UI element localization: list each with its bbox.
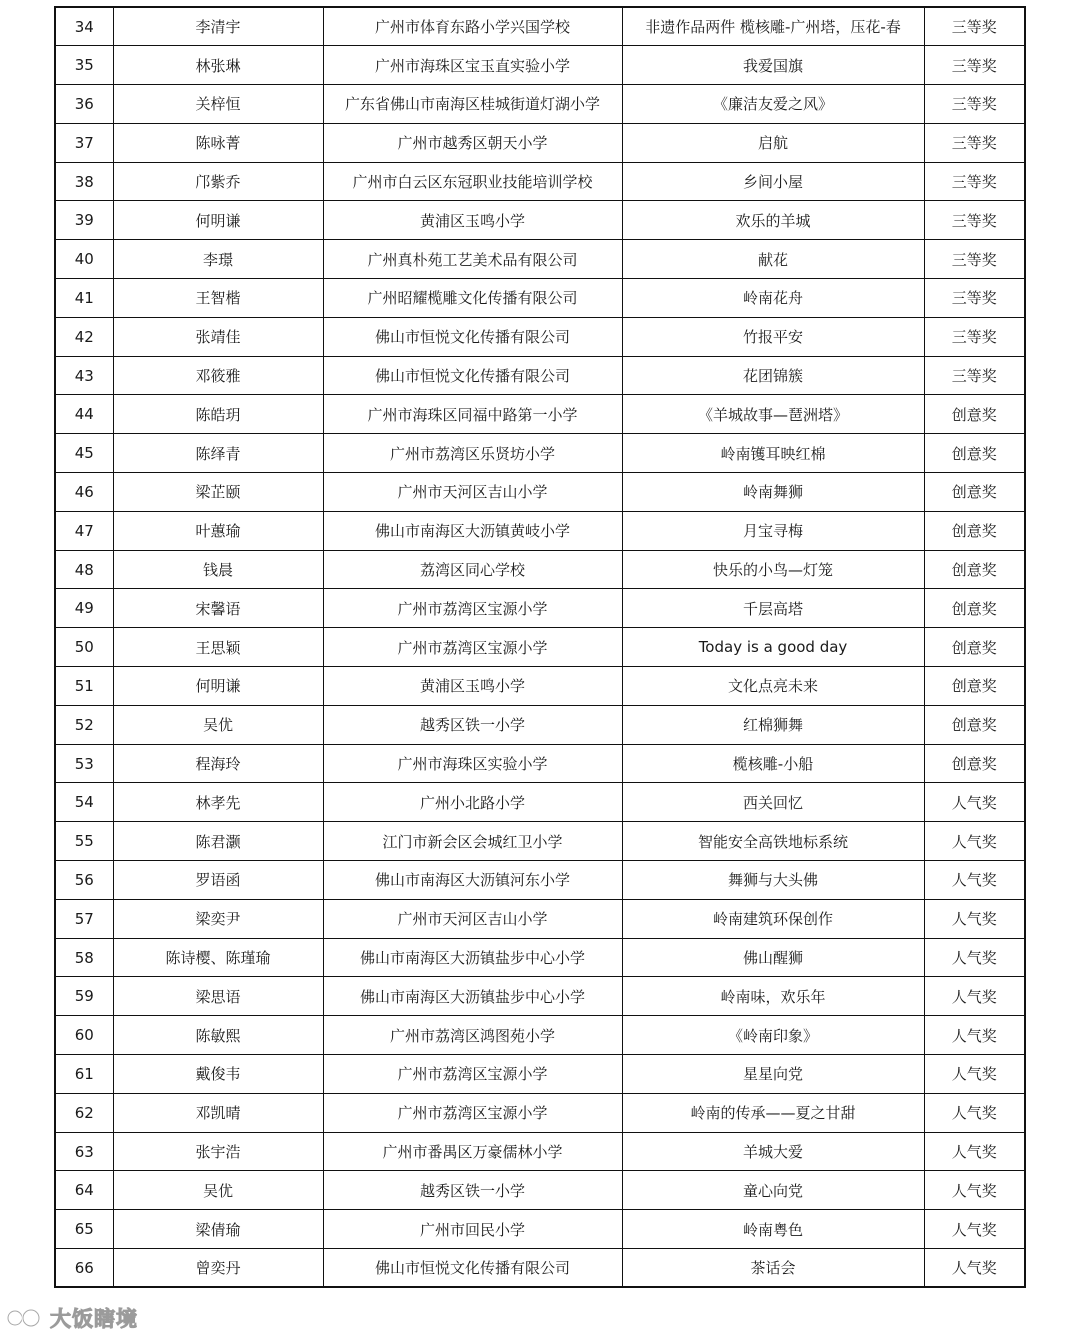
participant-name-cell: 李清宇 — [113, 7, 323, 46]
award-level-cell: 人气奖 — [924, 1171, 1025, 1210]
organization-cell: 江门市新会区会城红卫小学 — [323, 822, 622, 861]
work-title-cell: 茶话会 — [622, 1249, 924, 1288]
organization-cell: 广州市海珠区宝玉直实验小学 — [323, 46, 622, 85]
table-row — [55, 705, 1025, 744]
table-row — [55, 317, 1025, 356]
award-level-cell: 三等奖 — [924, 240, 1025, 279]
work-title-cell: Today is a good day — [622, 628, 924, 667]
table-row — [55, 550, 1025, 589]
participant-name-cell: 林孝先 — [113, 783, 323, 822]
award-level-cell: 人气奖 — [924, 1210, 1025, 1249]
row-number-cell: 47 — [55, 511, 113, 550]
row-number-cell: 38 — [55, 162, 113, 201]
row-number-cell: 42 — [55, 317, 113, 356]
work-title-cell: 《廉洁友爱之风》 — [622, 85, 924, 124]
watermark-logo-icon — [6, 1303, 44, 1333]
table-row — [55, 123, 1025, 162]
participant-name-cell: 梁思语 — [113, 977, 323, 1016]
organization-cell: 广州市荔湾区宝源小学 — [323, 628, 622, 667]
organization-cell: 广州市海珠区实验小学 — [323, 744, 622, 783]
award-level-cell: 创意奖 — [924, 705, 1025, 744]
table-row — [55, 861, 1025, 900]
work-title-cell: 启航 — [622, 123, 924, 162]
work-title-cell: 文化点亮未来 — [622, 667, 924, 706]
table-row — [55, 783, 1025, 822]
table-row — [55, 395, 1025, 434]
organization-cell: 广州市天河区吉山小学 — [323, 473, 622, 512]
work-title-cell: 榄核雕-小船 — [622, 744, 924, 783]
work-title-cell: 岭南舞狮 — [622, 473, 924, 512]
table-row — [55, 46, 1025, 85]
table-row — [55, 589, 1025, 628]
participant-name-cell: 曾奕丹 — [113, 1249, 323, 1288]
participant-name-cell: 张靖佳 — [113, 317, 323, 356]
table-row — [55, 240, 1025, 279]
work-title-cell: 我爱国旗 — [622, 46, 924, 85]
row-number-cell: 34 — [55, 7, 113, 46]
participant-name-cell: 叶蕙瑜 — [113, 511, 323, 550]
work-title-cell: 月宝寻梅 — [622, 511, 924, 550]
work-title-cell: 乡间小屋 — [622, 162, 924, 201]
participant-name-cell: 程海玲 — [113, 744, 323, 783]
watermark — [6, 1300, 138, 1336]
row-number-cell: 60 — [55, 1016, 113, 1055]
organization-cell: 广州市番禺区万豪儒林小学 — [323, 1132, 622, 1171]
table-row — [55, 1249, 1025, 1288]
organization-cell: 越秀区铁一小学 — [323, 705, 622, 744]
award-level-cell: 人气奖 — [924, 1132, 1025, 1171]
award-level-cell: 创意奖 — [924, 434, 1025, 473]
organization-cell: 广州市体育东路小学兴国学校 — [323, 7, 622, 46]
organization-cell: 黄浦区玉鸣小学 — [323, 667, 622, 706]
award-table — [54, 6, 1026, 1288]
organization-cell: 广州市荔湾区乐贤坊小学 — [323, 434, 622, 473]
work-title-cell: 快乐的小鸟—灯笼 — [622, 550, 924, 589]
table-row — [55, 977, 1025, 1016]
award-level-cell: 三等奖 — [924, 85, 1025, 124]
participant-name-cell: 王智楷 — [113, 279, 323, 318]
award-level-cell: 三等奖 — [924, 356, 1025, 395]
participant-name-cell: 陈君灏 — [113, 822, 323, 861]
work-title-cell: 《岭南印象》 — [622, 1016, 924, 1055]
award-level-cell: 人气奖 — [924, 977, 1025, 1016]
table-row — [55, 162, 1025, 201]
organization-cell: 佛山市恒悦文化传播有限公司 — [323, 317, 622, 356]
table-row — [55, 667, 1025, 706]
award-level-cell: 人气奖 — [924, 1055, 1025, 1094]
organization-cell: 佛山市南海区大沥镇黄岐小学 — [323, 511, 622, 550]
organization-cell: 广州市荔湾区宝源小学 — [323, 1055, 622, 1094]
work-title-cell: 献花 — [622, 240, 924, 279]
table-row — [55, 1016, 1025, 1055]
award-level-cell: 创意奖 — [924, 589, 1025, 628]
award-level-cell: 创意奖 — [924, 511, 1025, 550]
table-row — [55, 1210, 1025, 1249]
table-row — [55, 7, 1025, 46]
participant-name-cell: 吴优 — [113, 1171, 323, 1210]
participant-name-cell: 邓凯晴 — [113, 1093, 323, 1132]
row-number-cell: 45 — [55, 434, 113, 473]
work-title-cell: 岭南的传承——夏之甘甜 — [622, 1093, 924, 1132]
row-number-cell: 61 — [55, 1055, 113, 1094]
participant-name-cell: 王思颖 — [113, 628, 323, 667]
award-level-cell: 三等奖 — [924, 201, 1025, 240]
row-number-cell: 50 — [55, 628, 113, 667]
work-title-cell: 羊城大爱 — [622, 1132, 924, 1171]
award-level-cell: 人气奖 — [924, 899, 1025, 938]
participant-name-cell: 钱晨 — [113, 550, 323, 589]
table-row — [55, 279, 1025, 318]
award-level-cell: 创意奖 — [924, 744, 1025, 783]
work-title-cell: 红棉狮舞 — [622, 705, 924, 744]
row-number-cell: 43 — [55, 356, 113, 395]
row-number-cell: 52 — [55, 705, 113, 744]
table-row — [55, 899, 1025, 938]
table-row — [55, 201, 1025, 240]
award-level-cell: 创意奖 — [924, 550, 1025, 589]
table-row — [55, 511, 1025, 550]
table-row — [55, 85, 1025, 124]
row-number-cell: 40 — [55, 240, 113, 279]
row-number-cell: 51 — [55, 667, 113, 706]
work-title-cell: 非遗作品两件 榄核雕-广州塔，压花-春 — [622, 7, 924, 46]
work-title-cell: 花团锦簇 — [622, 356, 924, 395]
participant-name-cell: 梁倩瑜 — [113, 1210, 323, 1249]
watermark-text: 大饭瞎境 — [50, 1307, 138, 1331]
table-row — [55, 628, 1025, 667]
row-number-cell: 37 — [55, 123, 113, 162]
participant-name-cell: 陈敏熙 — [113, 1016, 323, 1055]
award-level-cell: 人气奖 — [924, 861, 1025, 900]
row-number-cell: 54 — [55, 783, 113, 822]
organization-cell: 广州市越秀区朝天小学 — [323, 123, 622, 162]
work-title-cell: 智能安全高铁地标系统 — [622, 822, 924, 861]
table-row — [55, 356, 1025, 395]
work-title-cell: 岭南粤色 — [622, 1210, 924, 1249]
participant-name-cell: 陈绎青 — [113, 434, 323, 473]
organization-cell: 广州小北路小学 — [323, 783, 622, 822]
award-level-cell: 人气奖 — [924, 783, 1025, 822]
participant-name-cell: 宋馨语 — [113, 589, 323, 628]
row-number-cell: 55 — [55, 822, 113, 861]
organization-cell: 佛山市南海区大沥镇盐步中心小学 — [323, 938, 622, 977]
organization-cell: 广东省佛山市南海区桂城街道灯湖小学 — [323, 85, 622, 124]
organization-cell: 越秀区铁一小学 — [323, 1171, 622, 1210]
table-row — [55, 434, 1025, 473]
participant-name-cell: 林张琳 — [113, 46, 323, 85]
organization-cell: 广州昭耀榄雕文化传播有限公司 — [323, 279, 622, 318]
row-number-cell: 63 — [55, 1132, 113, 1171]
table-row — [55, 744, 1025, 783]
award-level-cell: 三等奖 — [924, 162, 1025, 201]
row-number-cell: 39 — [55, 201, 113, 240]
row-number-cell: 53 — [55, 744, 113, 783]
award-level-cell: 三等奖 — [924, 123, 1025, 162]
row-number-cell: 48 — [55, 550, 113, 589]
participant-name-cell: 梁芷颐 — [113, 473, 323, 512]
participant-name-cell: 邓筱雅 — [113, 356, 323, 395]
table-row — [55, 1171, 1025, 1210]
work-title-cell: 童心向党 — [622, 1171, 924, 1210]
work-title-cell: 佛山醒狮 — [622, 938, 924, 977]
table-row — [55, 822, 1025, 861]
organization-cell: 广州真朴苑工艺美术品有限公司 — [323, 240, 622, 279]
award-level-cell: 创意奖 — [924, 395, 1025, 434]
row-number-cell: 49 — [55, 589, 113, 628]
table-row — [55, 938, 1025, 977]
award-level-cell: 人气奖 — [924, 1249, 1025, 1288]
work-title-cell: 岭南花舟 — [622, 279, 924, 318]
work-title-cell: 欢乐的羊城 — [622, 201, 924, 240]
organization-cell: 荔湾区同心学校 — [323, 550, 622, 589]
row-number-cell: 62 — [55, 1093, 113, 1132]
work-title-cell: 星星向党 — [622, 1055, 924, 1094]
award-table-body — [55, 7, 1025, 1287]
award-list-sheet — [54, 6, 1024, 1288]
participant-name-cell: 张宇浩 — [113, 1132, 323, 1171]
participant-name-cell: 陈咏菁 — [113, 123, 323, 162]
table-row — [55, 1055, 1025, 1094]
organization-cell: 广州市白云区东冠职业技能培训学校 — [323, 162, 622, 201]
row-number-cell: 58 — [55, 938, 113, 977]
participant-name-cell: 李璟 — [113, 240, 323, 279]
participant-name-cell: 罗语函 — [113, 861, 323, 900]
row-number-cell: 59 — [55, 977, 113, 1016]
table-row — [55, 473, 1025, 512]
award-level-cell: 人气奖 — [924, 822, 1025, 861]
participant-name-cell: 邝紫乔 — [113, 162, 323, 201]
organization-cell: 黄浦区玉鸣小学 — [323, 201, 622, 240]
work-title-cell: 岭南建筑环保创作 — [622, 899, 924, 938]
award-level-cell: 三等奖 — [924, 279, 1025, 318]
work-title-cell: 舞狮与大头佛 — [622, 861, 924, 900]
award-level-cell: 三等奖 — [924, 317, 1025, 356]
award-level-cell: 创意奖 — [924, 473, 1025, 512]
row-number-cell: 56 — [55, 861, 113, 900]
award-level-cell: 创意奖 — [924, 667, 1025, 706]
row-number-cell: 46 — [55, 473, 113, 512]
organization-cell: 广州市海珠区同福中路第一小学 — [323, 395, 622, 434]
organization-cell: 佛山市恒悦文化传播有限公司 — [323, 356, 622, 395]
organization-cell: 佛山市南海区大沥镇盐步中心小学 — [323, 977, 622, 1016]
row-number-cell: 66 — [55, 1249, 113, 1288]
table-row — [55, 1093, 1025, 1132]
work-title-cell: 竹报平安 — [622, 317, 924, 356]
participant-name-cell: 何明谦 — [113, 201, 323, 240]
participant-name-cell: 梁奕尹 — [113, 899, 323, 938]
participant-name-cell: 何明谦 — [113, 667, 323, 706]
work-title-cell: 千层高塔 — [622, 589, 924, 628]
organization-cell: 佛山市南海区大沥镇河东小学 — [323, 861, 622, 900]
organization-cell: 佛山市恒悦文化传播有限公司 — [323, 1249, 622, 1288]
row-number-cell: 65 — [55, 1210, 113, 1249]
work-title-cell: 岭南镬耳映红棉 — [622, 434, 924, 473]
table-row — [55, 1132, 1025, 1171]
participant-name-cell: 戴俊韦 — [113, 1055, 323, 1094]
work-title-cell: 岭南味，欢乐年 — [622, 977, 924, 1016]
row-number-cell: 57 — [55, 899, 113, 938]
award-level-cell: 创意奖 — [924, 628, 1025, 667]
row-number-cell: 64 — [55, 1171, 113, 1210]
participant-name-cell: 关梓恒 — [113, 85, 323, 124]
organization-cell: 广州市回民小学 — [323, 1210, 622, 1249]
row-number-cell: 36 — [55, 85, 113, 124]
award-level-cell: 人气奖 — [924, 1093, 1025, 1132]
award-level-cell: 人气奖 — [924, 938, 1025, 977]
participant-name-cell: 吴优 — [113, 705, 323, 744]
participant-name-cell: 陈皓玥 — [113, 395, 323, 434]
organization-cell: 广州市天河区吉山小学 — [323, 899, 622, 938]
work-title-cell: 《羊城故事—琶洲塔》 — [622, 395, 924, 434]
award-level-cell: 三等奖 — [924, 7, 1025, 46]
organization-cell: 广州市荔湾区宝源小学 — [323, 589, 622, 628]
award-level-cell: 三等奖 — [924, 46, 1025, 85]
participant-name-cell: 陈诗樱、陈瑾瑜 — [113, 938, 323, 977]
work-title-cell: 西关回忆 — [622, 783, 924, 822]
row-number-cell: 44 — [55, 395, 113, 434]
organization-cell: 广州市荔湾区宝源小学 — [323, 1093, 622, 1132]
row-number-cell: 35 — [55, 46, 113, 85]
organization-cell: 广州市荔湾区鸿图苑小学 — [323, 1016, 622, 1055]
row-number-cell: 41 — [55, 279, 113, 318]
award-level-cell: 人气奖 — [924, 1016, 1025, 1055]
